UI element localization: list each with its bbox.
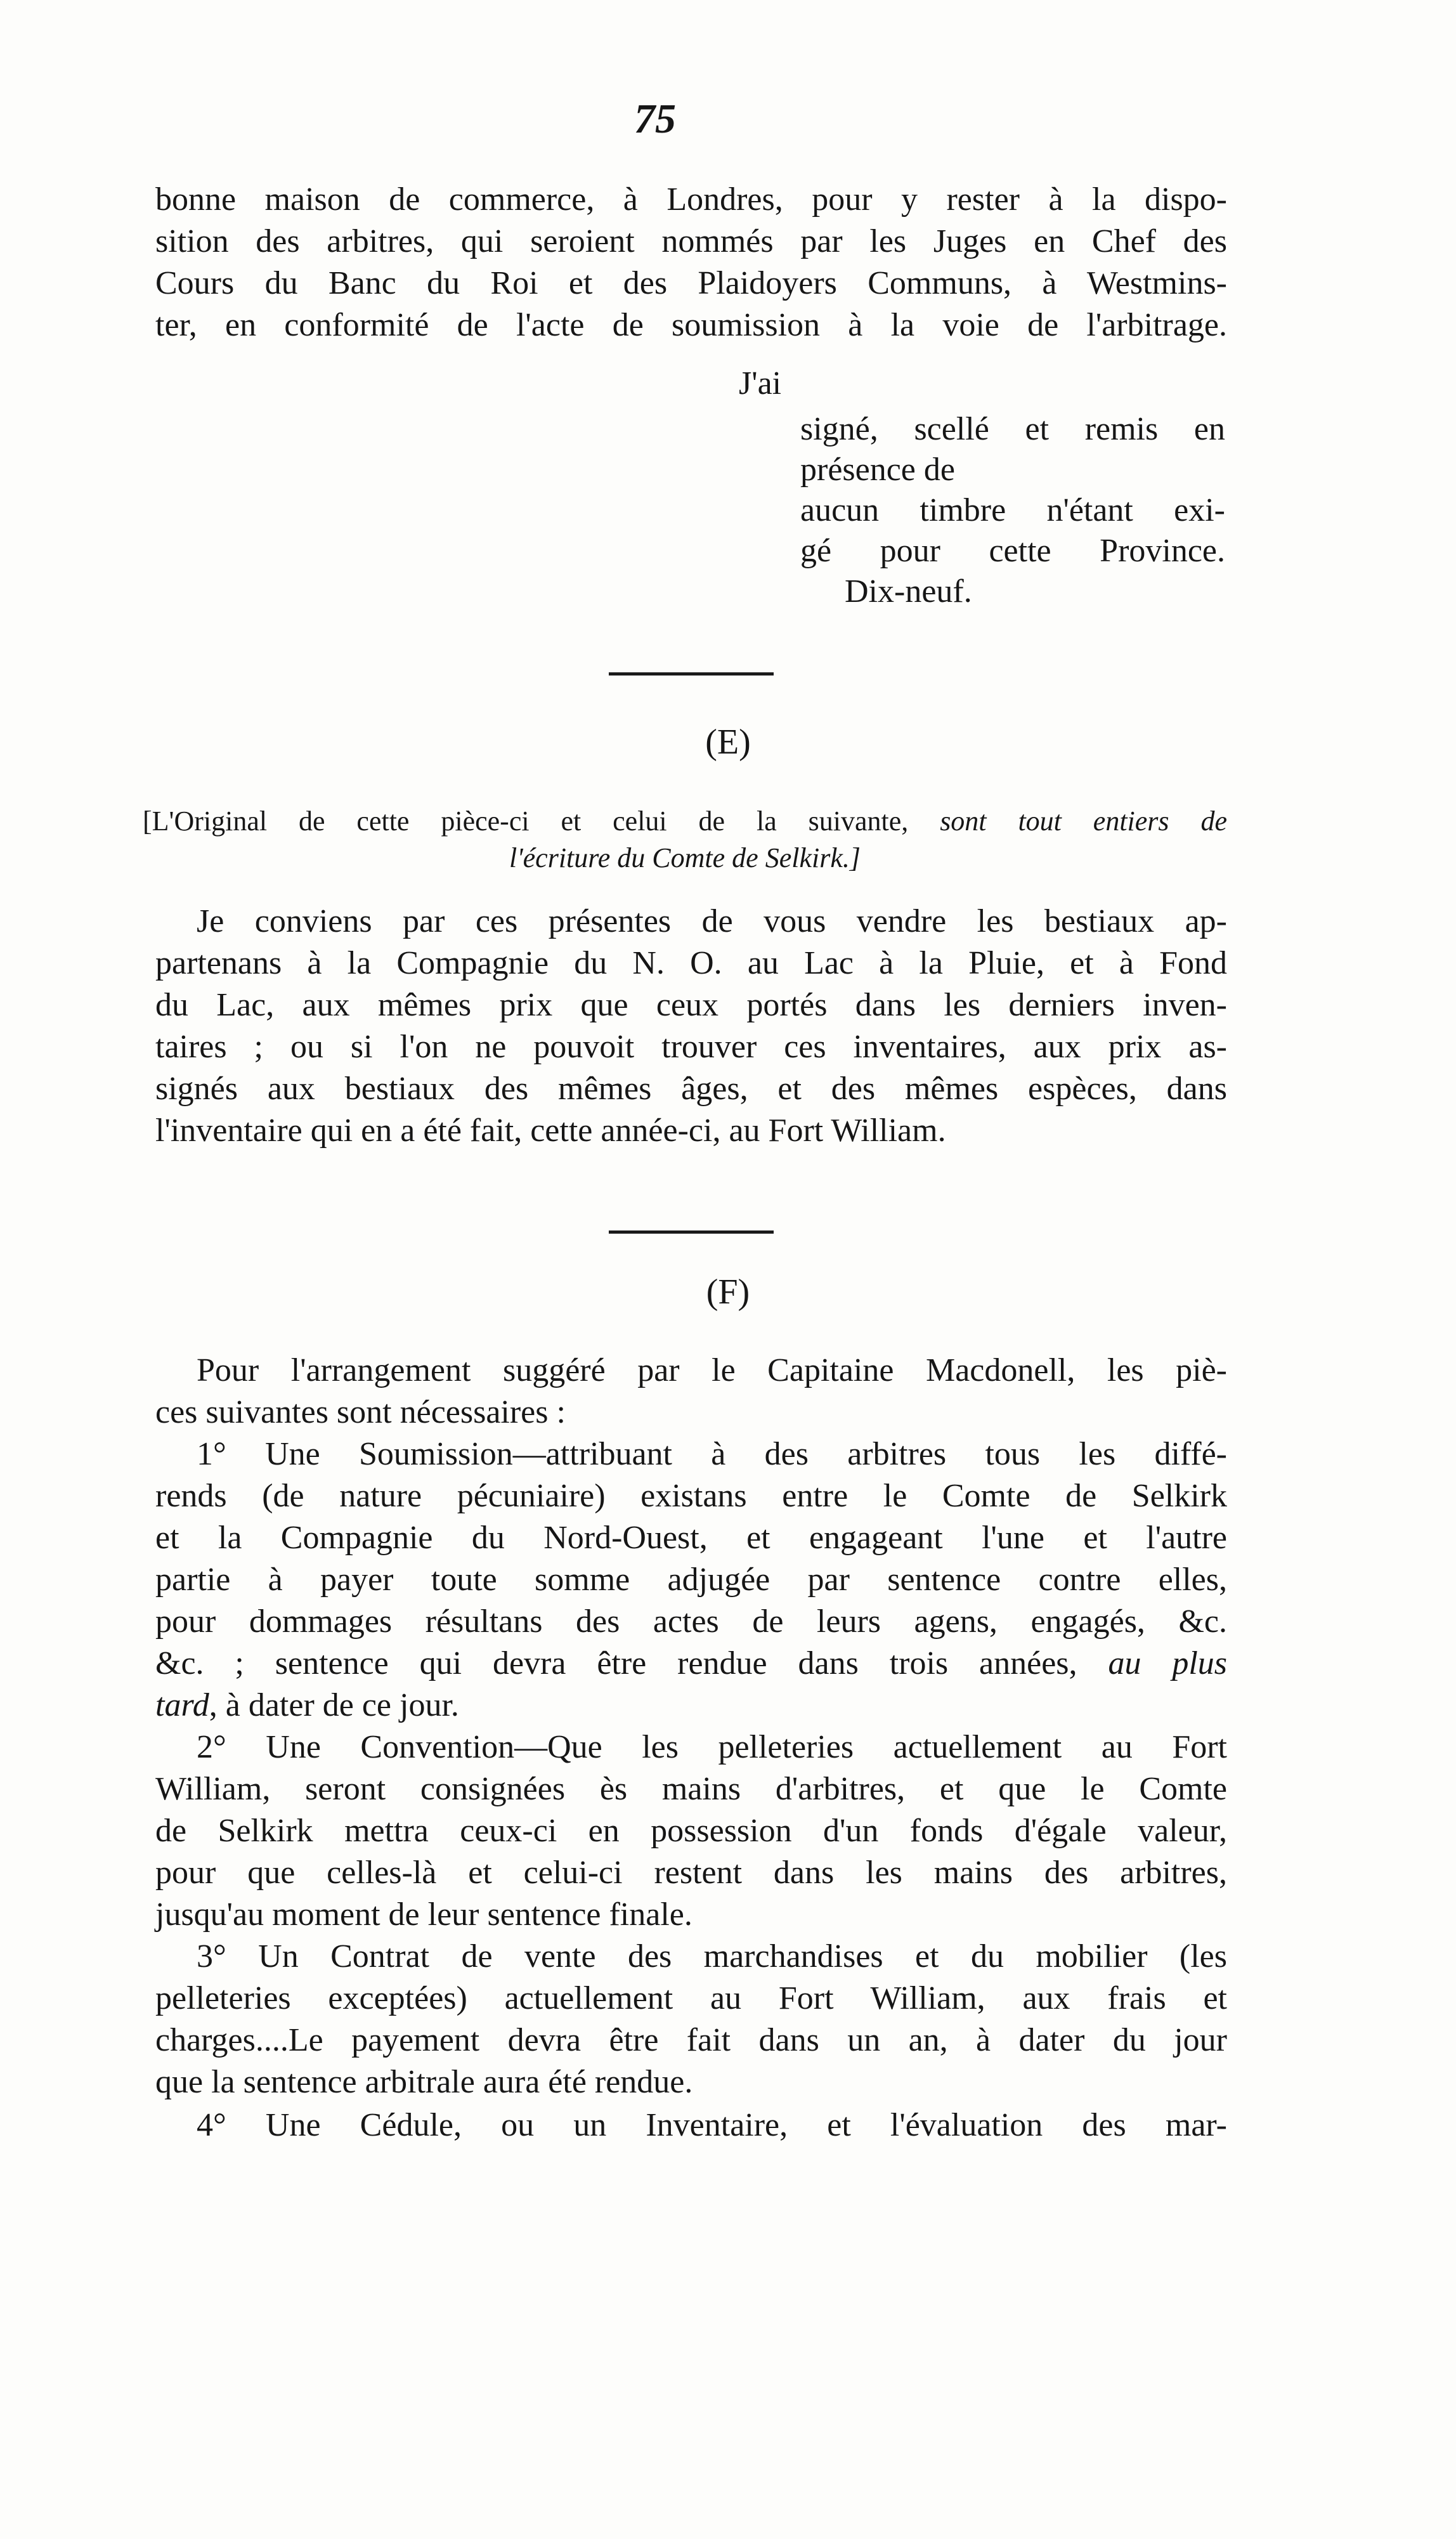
- italic-text: tard: [155, 1687, 209, 1723]
- page-number: 75: [634, 96, 676, 142]
- section-f-item-4: [155, 2105, 1227, 2146]
- paragraph-line: bonne maison de commerce, à Londres, pour y rester à la dispo-: [155, 181, 1227, 218]
- signature-line: signé, scellé et remis en: [800, 411, 1225, 447]
- signature-line: aucun timbre n'étant exi-: [800, 492, 1225, 528]
- paragraph-line: pelleteries exceptées) actuellement au Fort William, aux frais et: [155, 1980, 1227, 2016]
- paragraph-line: ces suivantes sont nécessaires :: [155, 1394, 566, 1430]
- signature-line: gé pour cette Province.: [800, 533, 1225, 569]
- paragraph-line: du Lac, aux mêmes prix que ceux portés dans les derniers inven-: [155, 987, 1227, 1023]
- paragraph-line: que la sentence arbitrale aura été rendue.: [155, 2064, 693, 2100]
- note-line: l'écriture du Comte de Selkirk.]: [509, 842, 861, 873]
- note-text: [L'Original de cette pièce-ci et celui de la suivante,: [143, 806, 909, 837]
- section-f-item-1: [155, 1433, 1227, 1726]
- paragraph-line: 2° Une Convention—Que les pelleteries actuellement au Fort: [197, 1729, 1227, 1765]
- section-divider: [609, 1230, 774, 1234]
- section-e-note: [143, 803, 1227, 877]
- line-text: &c. ; sentence qui devra être rendue dans trois années,: [155, 1645, 1077, 1681]
- section-e-paragraph: [155, 901, 1227, 1152]
- paragraph-line: 3° Un Contrat de vente des marchandises et du mobilier (les: [197, 1938, 1227, 1974]
- note-line: [143, 803, 1227, 840]
- paragraph-line: taires ; ou si l'on ne pouvoit trouver ces inventaires, aux prix as-: [155, 1029, 1227, 1065]
- paragraph-line: jusqu'au moment de leur sentence finale.: [155, 1896, 692, 1933]
- paragraph-line: partenans à la Compagnie du N. O. au Lac à la Pluie, et à Fond: [155, 945, 1227, 981]
- signature-lead: J'ai: [739, 365, 782, 401]
- note-italic-text: sont tout entiers de: [940, 806, 1227, 837]
- paragraph-line: et la Compagnie du Nord-Ouest, et engageant l'une et l'autre: [155, 1520, 1227, 1556]
- paragraph-line: [155, 1685, 1227, 1726]
- line-text: , à dater de ce jour.: [209, 1687, 459, 1723]
- paragraph-line: l'inventaire qui en a été fait, cette année-ci, au Fort William.: [155, 1113, 946, 1149]
- signature-line: présence de: [800, 452, 955, 488]
- signature-date: Dix-neuf.: [845, 573, 972, 610]
- paragraph-line: pour dommages résultans des actes de leurs agens, engagés, &c.: [155, 1603, 1227, 1640]
- paragraph-line: William, seront consignées ès mains d'arbitres, et que le Comte: [155, 1771, 1227, 1807]
- section-f-item-3: [155, 1936, 1227, 2103]
- italic-text: au plus: [1108, 1645, 1228, 1681]
- paragraph-line: de Selkirk mettra ceux-ci en possession d'un fonds d'égale valeur,: [155, 1813, 1227, 1849]
- paragraph-line: ter, en conformité de l'acte de soumission à la voie de l'arbitrage.: [155, 307, 1227, 343]
- paragraph-line: pour que celles-là et celui-ci restent dans les mains des arbitres,: [155, 1855, 1227, 1891]
- section-f-label: (F): [706, 1272, 750, 1312]
- paragraph-line: Je conviens par ces présentes de vous vendre les bestiaux ap-: [197, 903, 1227, 939]
- paragraph-line: partie à payer toute somme adjugée par sentence contre elles,: [155, 1562, 1227, 1598]
- paragraph-line: Pour l'arrangement suggéré par le Capitaine Macdonell, les piè-: [197, 1352, 1227, 1388]
- paragraph-line: charges....Le payement devra être fait dans un an, à dater du jour: [155, 2022, 1227, 2058]
- paragraph-line: 1° Une Soumission—attribuant à des arbitres tous les diffé-: [197, 1436, 1227, 1472]
- paragraph-line: [155, 1643, 1227, 1685]
- paragraph-line: 4° Une Cédule, ou un Inventaire, et l'évaluation des mar-: [197, 2107, 1227, 2143]
- section-f-item-2: [155, 1726, 1227, 1936]
- section-f-intro: [155, 1350, 1227, 1433]
- paragraph-line: signés aux bestiaux des mêmes âges, et des mêmes espèces, dans: [155, 1071, 1227, 1107]
- top-paragraph: [155, 179, 1227, 346]
- paragraph-line: rends (de nature pécuniaire) existans entre le Comte de Selkirk: [155, 1478, 1227, 1514]
- section-divider: [609, 672, 774, 676]
- paragraph-line: Cours du Banc du Roi et des Plaidoyers Communs, à Westmins-: [155, 265, 1227, 301]
- section-e-label: (E): [705, 722, 751, 762]
- signature-block: [800, 409, 1225, 612]
- paragraph-line: sition des arbitres, qui seroient nommés par les Juges en Chef des: [155, 223, 1227, 259]
